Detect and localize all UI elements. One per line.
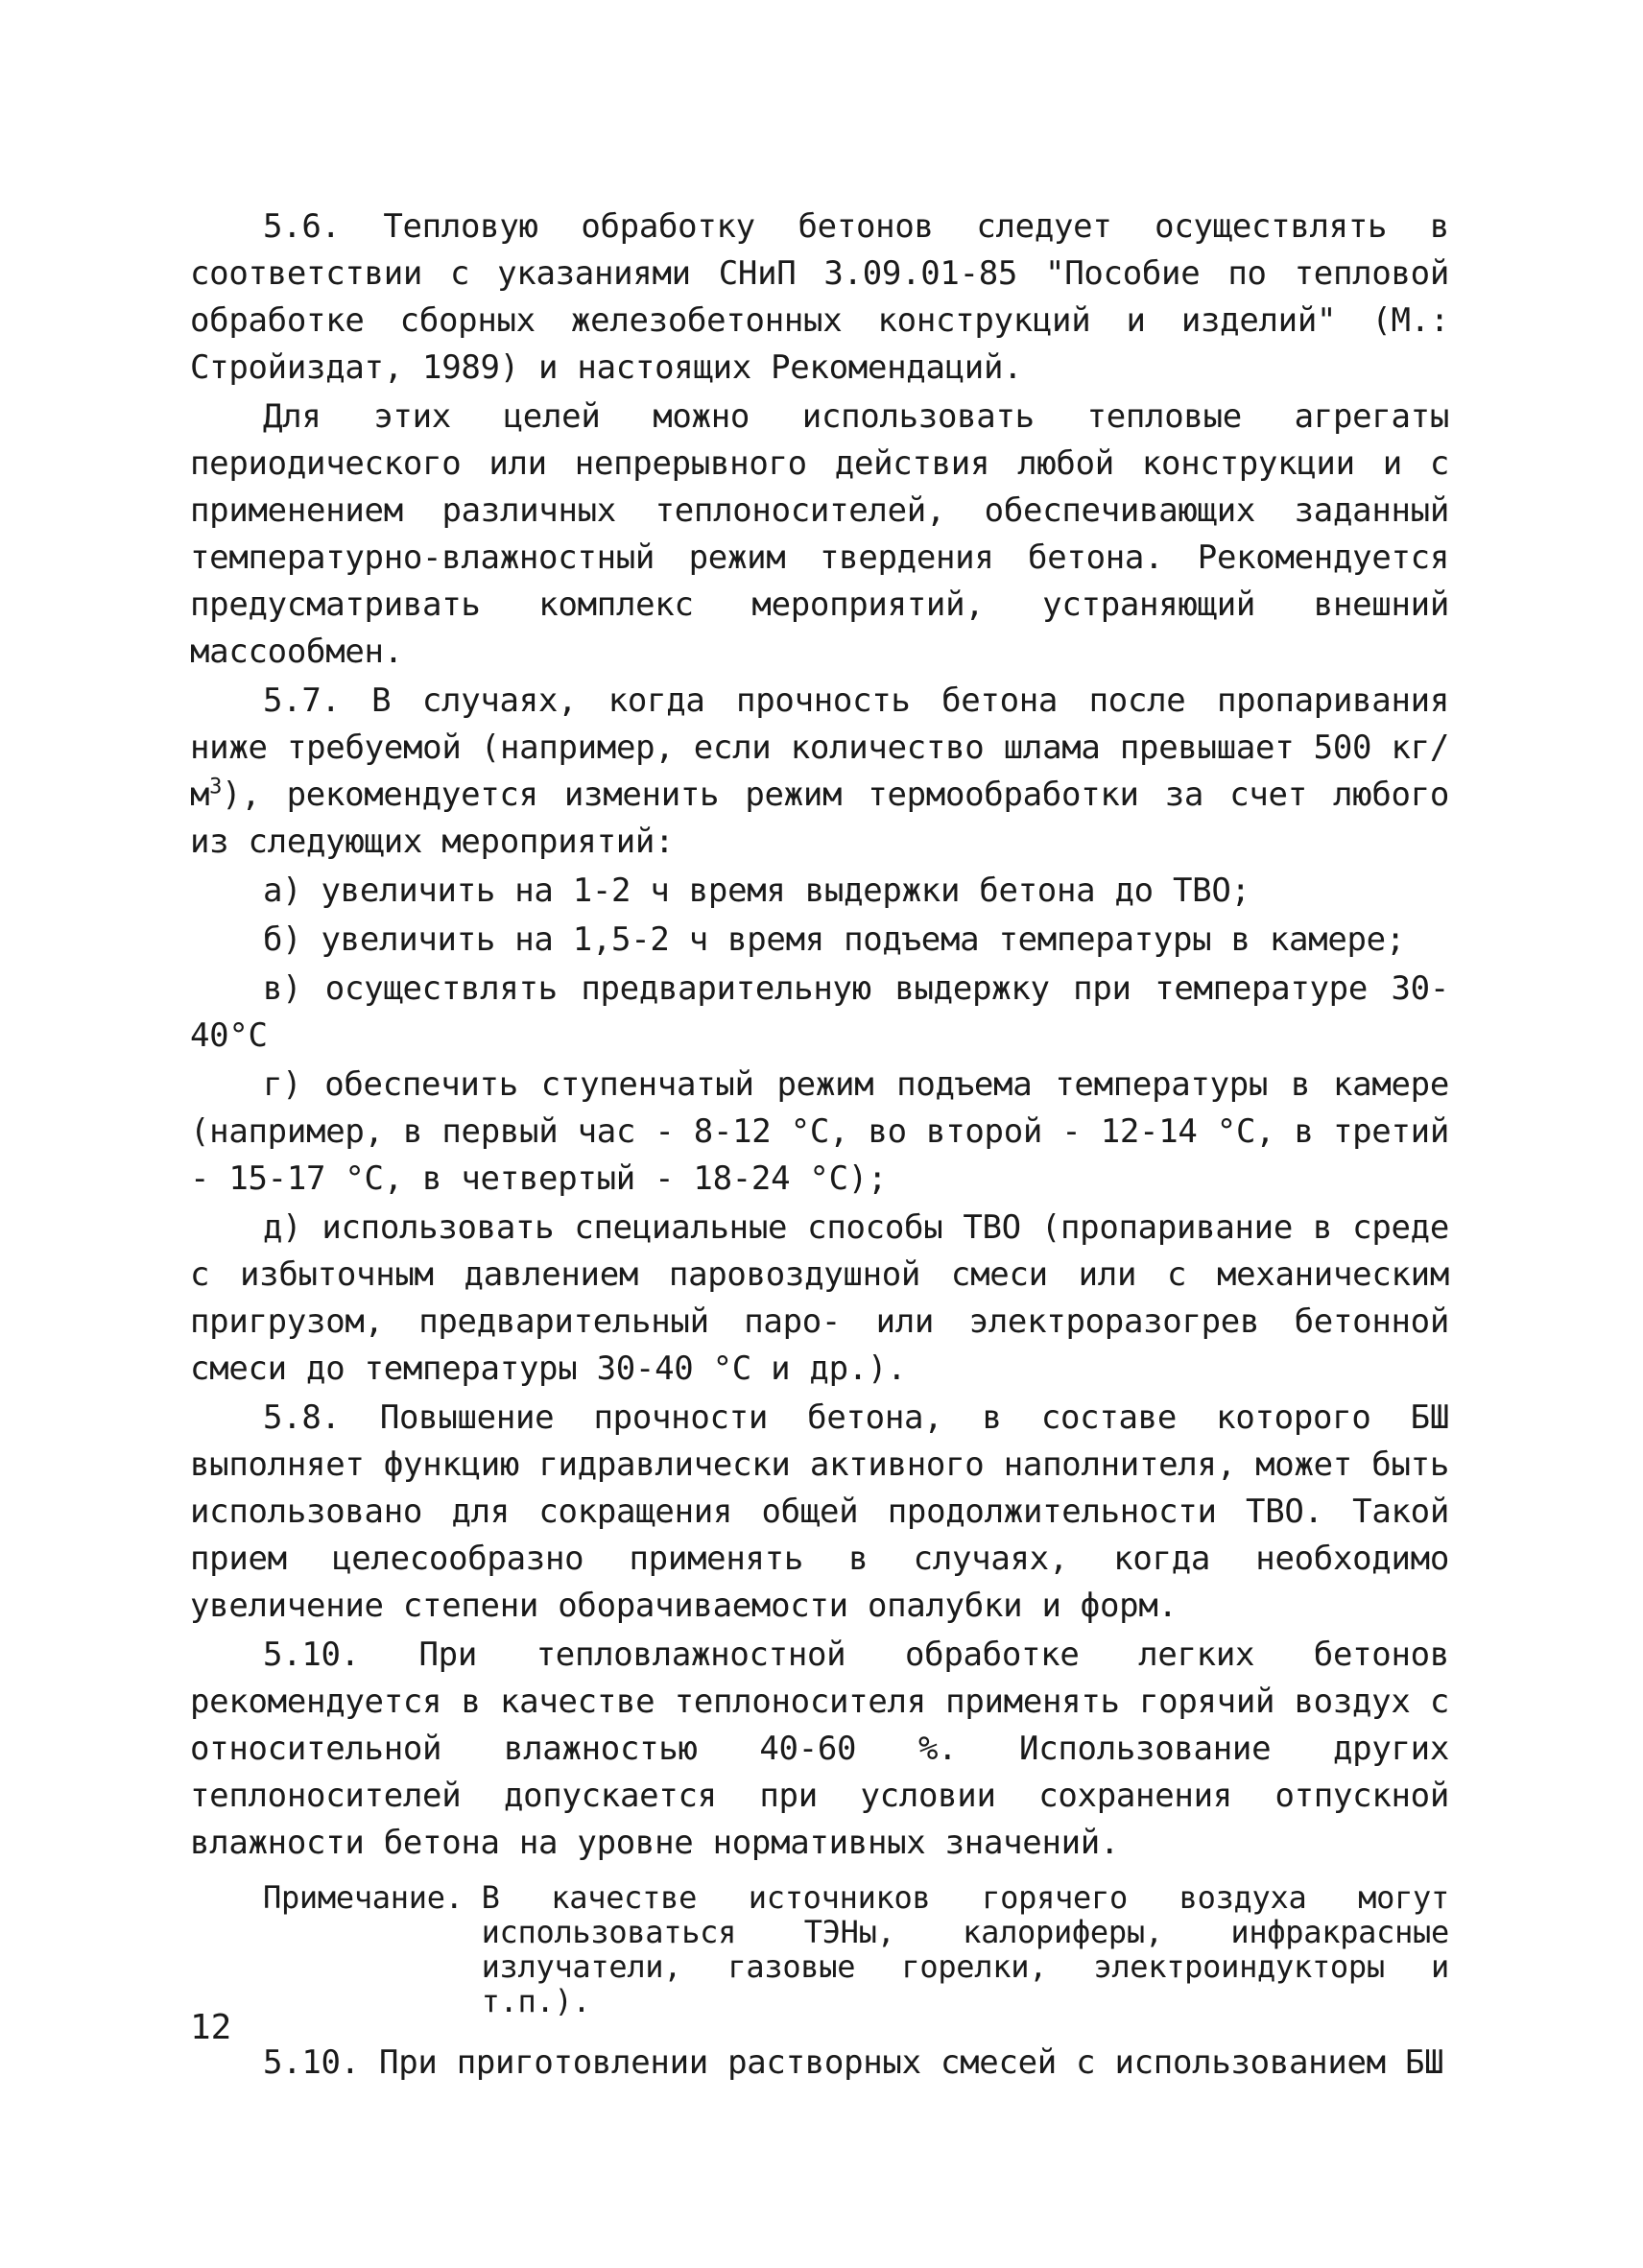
note-block [190, 1880, 1449, 2018]
superscript-cubed: 3 [209, 775, 223, 800]
list-item-v: в) осуществлять предварительную выдержку при температуре 30-40°С [190, 969, 1449, 1055]
list-item-d: д) использовать специальные способы ТВО (пропаривание в среде с избыточным давлением паровоздушной смеси или с механическим пригрузом, предварительный паро- или электроразогрев бетонной смеси до температуры 30-40 °С и др.). [190, 1208, 1449, 1388]
paragraph-5-7 [190, 678, 1449, 866]
list-item-b: б) увеличить на 1,5-2 ч время подъема температуры в камере; [263, 920, 1406, 959]
list-item-a: а) увеличить на 1-2 ч время выдержки бетона до ТВО; [263, 871, 1250, 910]
note-label: Примечание. [263, 1879, 482, 1916]
paragraph-5-7-part-b: ), рекомендуется изменить режим термообработки за счет любого из следующих мероприятий: [190, 776, 1449, 861]
paragraph-5-6-continued: Для этих целей можно использовать тепловые агрегаты периодического или непрерывного действия любой конструкции и с применением различных теплоносителей, обеспечивающих заданный температурно-влажностный режим твердения бетона. Рекомендуется предусматривать комплекс мероприятий, устраняющий внешний массообмен. [190, 397, 1449, 671]
paragraph-5-6: 5.6. Тепловую обработку бетонов следует осуществлять в соответствии с указаниями СНиП 3.09.01-85 "Пособие по тепловой обработке сборных железобетонных конструкций и изделий" (М.: Стройиздат, 1989) и настоящих Рекомендаций. [190, 207, 1449, 387]
paragraph-5-7-part-a: 5.7. В случаях, когда прочность бетона после пропаривания ниже требуемой (например, если количество шлама превышает 500 кг/м [190, 681, 1449, 814]
paragraph-5-10-first: 5.10. При тепловлажностной обработке легких бетонов рекомендуется в качестве теплоносителя применять горячий воздух с относительной влажностью 40-60 %. Использование других теплоносителей допускается при условии сохранения отпускной влажности бетона на уровне нормативных значений. [190, 1635, 1449, 1862]
paragraph-5-10-second: 5.10. При приготовлении растворных смесей с использованием БШ [263, 2043, 1444, 2082]
note-text: В качестве источников горячего воздуха могут использоваться ТЭНы, калориферы, инфракрасные излучатели, газовые горелки, электроиндукторы и т.п.). [481, 1879, 1449, 2019]
list-item-g: г) обеспечить ступенчатый режим подъема температуры в камере (например, в первый час - 8-12 °С, во второй - 12-14 °С, в третий - 15-17 °С, в четвертый - 18-24 °С); [190, 1065, 1449, 1198]
paragraph-5-8: 5.8. Повышение прочности бетона, в составе которого БШ выполняет функцию гидравлически активного наполнителя, может быть использовано для сокращения общей продолжительности ТВО. Такой прием целесообразно применять в случаях, когда необходимо увеличение степени оборачиваемости опалубки и форм. [190, 1398, 1449, 1625]
document-body [190, 203, 1449, 2089]
page-number: 12 [190, 2008, 232, 2047]
